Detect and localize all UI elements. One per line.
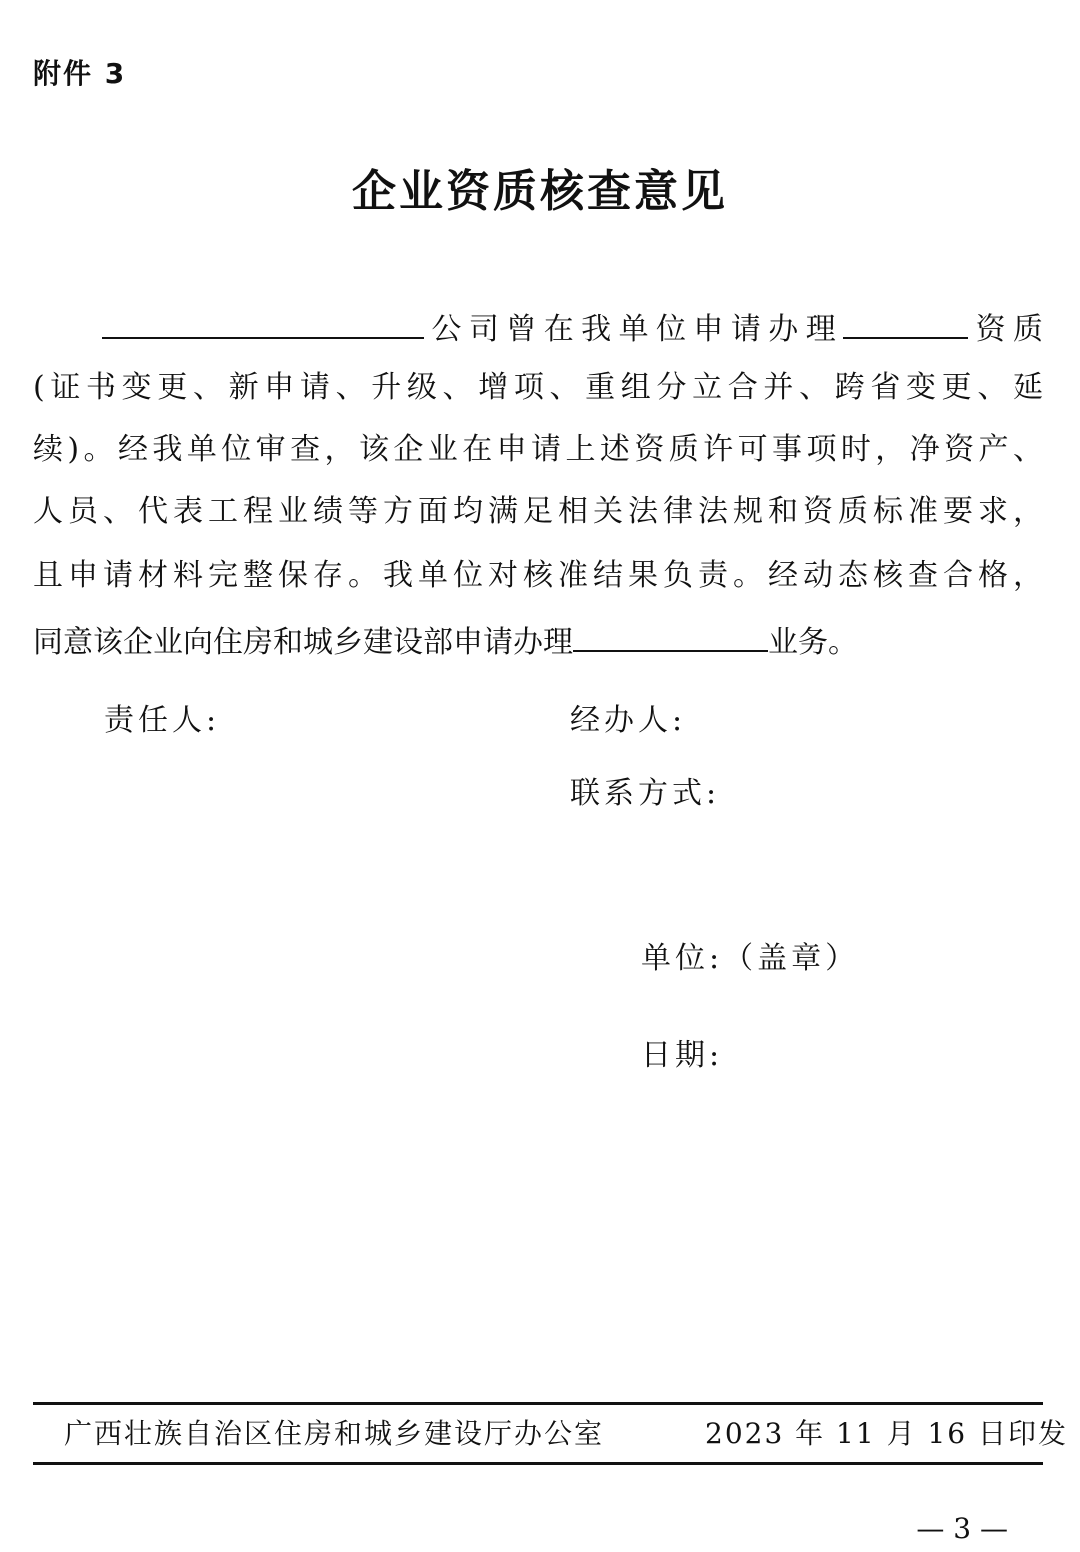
qualification-blank[interactable] bbox=[843, 297, 968, 339]
body-line-6 bbox=[33, 610, 1043, 668]
date-label: 日期: bbox=[641, 1038, 724, 1073]
document-title: 企业资质核查意见 bbox=[352, 166, 728, 217]
contact-label: 联系方式: bbox=[570, 776, 721, 811]
footer-bottom-rule bbox=[33, 1462, 1043, 1465]
body-line-5: 且申请材料完整保存。我单位对核准结果负责。经动态核查合格， bbox=[33, 558, 1043, 593]
body-line-1-end: 资质 bbox=[968, 312, 1044, 347]
attachment-label: 附件 3 bbox=[33, 57, 127, 90]
handler-label: 经办人: bbox=[570, 703, 687, 738]
business-blank[interactable] bbox=[573, 610, 768, 652]
body-line-1 bbox=[102, 297, 1043, 355]
unit-seal-label: 单位:（盖章） bbox=[641, 941, 860, 976]
page-number: — 3 — bbox=[916, 1512, 1008, 1545]
body-line-6-end: 业务。 bbox=[768, 625, 858, 660]
body-line-2: (证书变更、新申请、升级、增项、重组分立合并、跨省变更、延 bbox=[33, 370, 1043, 405]
footer-top-rule bbox=[33, 1402, 1043, 1405]
footer-issue-date: 2023 年 11 月 16 日印发 bbox=[705, 1417, 1069, 1450]
body-line-1-text: 公司曾在我单位申请办理 bbox=[424, 312, 844, 347]
footer-issuer: 广西壮族自治区住房和城乡建设厅办公室 bbox=[64, 1417, 605, 1450]
body-line-6-text: 同意该企业向住房和城乡建设部申请办理 bbox=[33, 625, 573, 660]
body-line-3: 续)。经我单位审查，该企业在申请上述资质许可事项时，净资产、 bbox=[33, 432, 1043, 467]
body-line-4: 人员、代表工程业绩等方面均满足相关法律法规和资质标准要求， bbox=[33, 494, 1043, 529]
responsible-person-label: 责任人: bbox=[104, 703, 221, 738]
company-name-blank[interactable] bbox=[102, 297, 424, 339]
